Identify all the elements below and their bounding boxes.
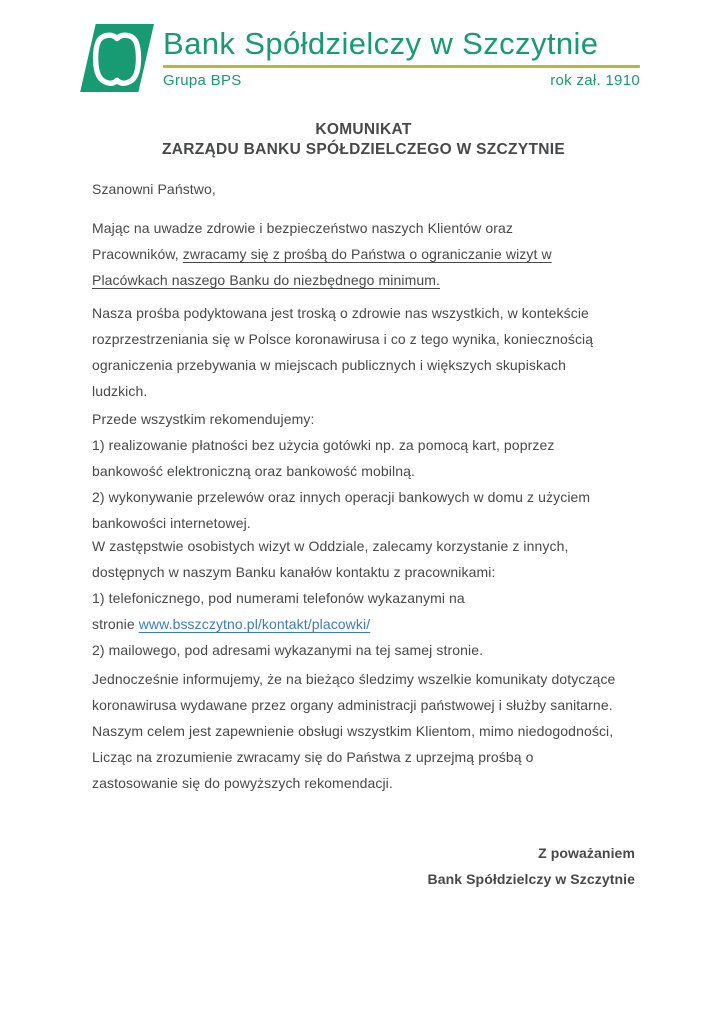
- text-line: [92, 326, 635, 352]
- text-line: [92, 378, 635, 404]
- text-line: [92, 352, 635, 378]
- text-segment: ograniczenia przebywania w miejscach publicznych i większych skupiskach: [92, 357, 566, 373]
- text-line: [92, 718, 635, 744]
- text-segment: stronie: [92, 616, 139, 632]
- text-segment: 1) realizowanie płatności bez użycia gotówki np. za pomocą kart, poprzez: [92, 437, 555, 453]
- text-line: [92, 267, 635, 293]
- text-segment: bankowości internetowej.: [92, 515, 251, 531]
- text-segment: Placówkach naszego Banku do niezbędnego minimum.: [92, 272, 441, 288]
- text-segment: Pracowników,: [92, 246, 183, 262]
- text-segment: Nasza prośba podyktowana jest troską o zdrowie nas wszystkich, w kontekście: [92, 305, 589, 321]
- text-segment: Przede wszystkim rekomendujemy:: [92, 411, 315, 427]
- text-line: [92, 533, 635, 559]
- text-segment: 1) telefonicznego, pod numerami telefonów wykazanymi na: [92, 590, 465, 606]
- text-line: [92, 666, 635, 692]
- text-segment: Jednocześnie informujemy, że na bieżąco śledzimy wszelkie komunikaty dotyczące: [92, 671, 616, 687]
- text-line: [92, 458, 635, 484]
- text-line: [92, 611, 635, 637]
- text-segment: zwracamy się z prośbą do Państwa o ograniczanie wizyt w: [182, 246, 552, 262]
- text-line: [92, 770, 635, 796]
- text-segment: 2) wykonywanie przelewów oraz innych operacji bankowych w domu z użyciem: [92, 489, 591, 505]
- text-segment: dostępnych w naszym Banku kanałów kontaktu z pracownikami:: [92, 564, 496, 580]
- text-line: [92, 637, 635, 663]
- text-line: [92, 215, 635, 241]
- paragraph-recommendations: [92, 406, 635, 536]
- text-segment: zastosowanie się do powyższych rekomendacji.: [92, 775, 393, 791]
- closing-bank-name: Bank Spółdzielczy w Szczytnie: [427, 871, 635, 887]
- signature-block: [92, 840, 635, 892]
- text-segment: W zastępstwie osobistych wizyt w Oddziale, zalecamy korzystanie z innych,: [92, 538, 569, 554]
- header-divider: [163, 65, 640, 68]
- text-line: [92, 300, 635, 326]
- text-segment: Naszym celem jest zapewnienie obsługi wszystkim Klientom, mimo niedogodności,: [92, 723, 614, 739]
- paragraph-request: [92, 215, 635, 293]
- text-line: [92, 744, 635, 770]
- heading-line-1: KOMUNIKAT: [315, 121, 412, 138]
- salutation: Szanowni Państwo,: [92, 181, 216, 197]
- text-line: [92, 585, 635, 611]
- text-line: [92, 692, 635, 718]
- text-segment: bankowość elektroniczną oraz bankowość mobilną.: [92, 463, 415, 479]
- bps-logo-icon: [79, 24, 159, 92]
- letter-heading: [92, 120, 635, 160]
- header-meta-row: [163, 72, 640, 89]
- text-line: [92, 559, 635, 585]
- closing-phrase: Z poważaniem: [538, 845, 635, 861]
- text-segment: ludzkich.: [92, 383, 148, 399]
- bank-letterhead: [0, 0, 724, 100]
- group-bps-label: Grupa BPS: [163, 72, 242, 89]
- paragraph-contact-channels: [92, 533, 635, 663]
- text-segment: Licząc na zrozumienie zwracamy się do Państwa z uprzejmą prośbą o: [92, 749, 534, 765]
- text-segment: 2) mailowego, pod adresami wykazanymi na tej samej stronie.: [92, 642, 484, 658]
- founded-year-label: rok zał. 1910: [550, 72, 640, 89]
- text-segment: rozprzestrzeniania się w Polsce koronawirusa i co z tego wynika, koniecznością: [92, 331, 594, 347]
- text-line: [92, 241, 635, 267]
- text-line: [92, 406, 635, 432]
- heading-line-2: ZARZĄDU BANKU SPÓŁDZIELCZEGO W SZCZYTNIE: [162, 141, 565, 158]
- website-link[interactable]: www.bsszczytno.pl/kontakt/placowki/: [138, 616, 371, 632]
- text-segment: Mając na uwadze zdrowie i bezpieczeństwo naszych Klientów oraz: [92, 220, 513, 236]
- text-segment: koronawirusa wydawane przez organy administracji państwowej i służby sanitarne.: [92, 697, 613, 713]
- text-line: [92, 484, 635, 510]
- text-line: [92, 432, 635, 458]
- brand-block: [163, 26, 640, 89]
- paragraph-reason: [92, 300, 635, 404]
- bank-name: Bank Spółdzielczy w Szczytnie: [163, 26, 599, 61]
- paragraph-monitoring: [92, 666, 635, 796]
